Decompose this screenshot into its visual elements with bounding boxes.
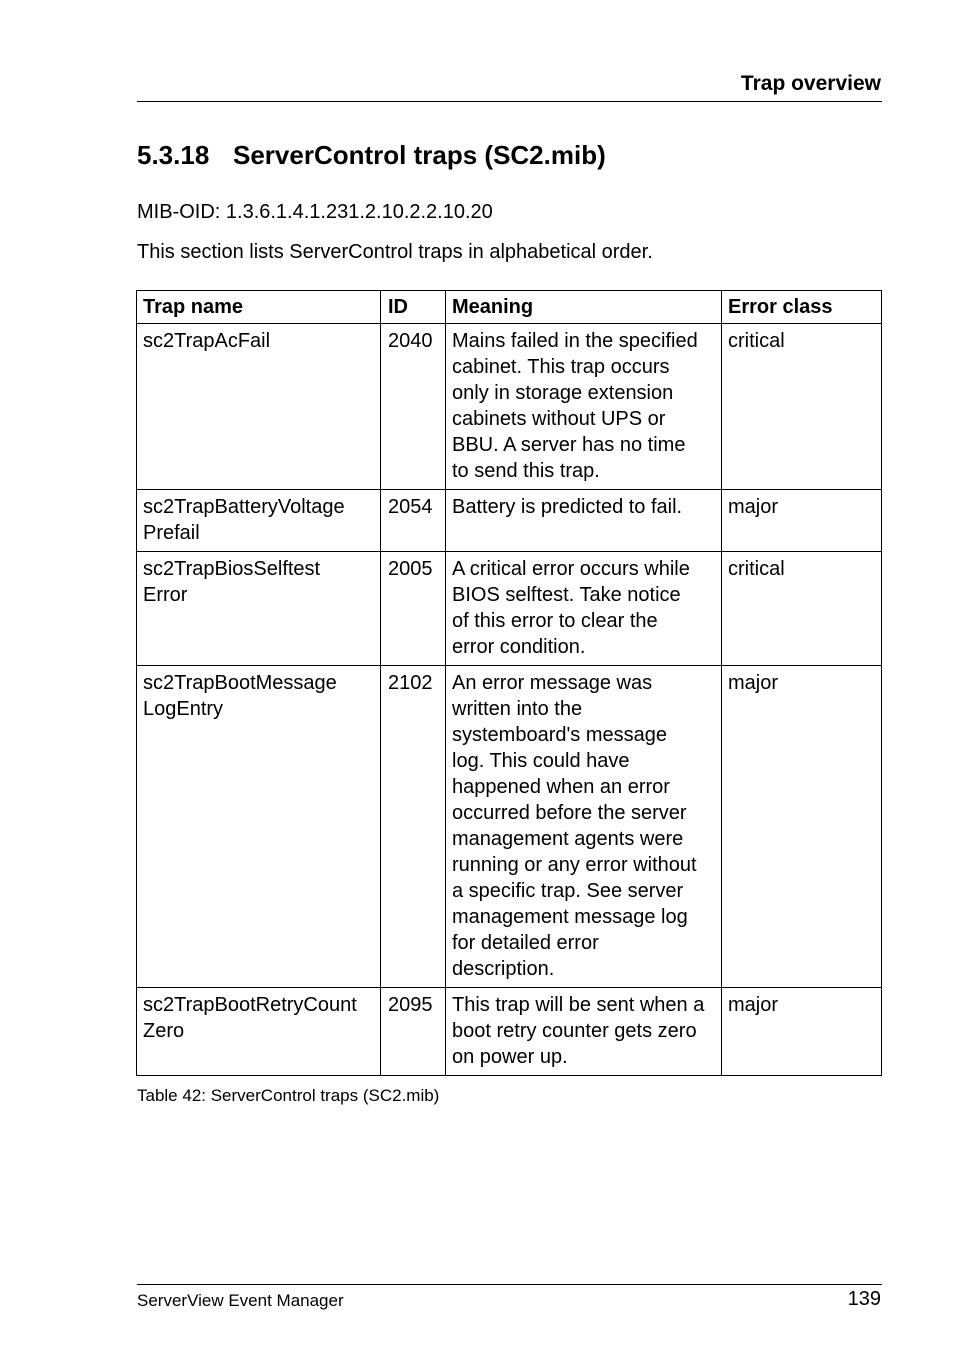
meaning-line: only in storage extension	[452, 382, 674, 404]
trap-name-cell	[137, 490, 381, 552]
running-header-title: Trap overview	[740, 72, 881, 95]
trap-name-cell	[137, 988, 381, 1076]
meaning-line: cabinets without UPS or	[452, 408, 666, 430]
mib-oid-text: MIB-OID: 1.3.6.1.4.1.231.2.10.2.2.10.20	[137, 201, 493, 223]
meaning-line: boot retry counter gets zero	[452, 1020, 697, 1042]
meaning-line: An error message was	[452, 672, 653, 694]
meaning-line: BBU. A server has no time	[452, 434, 686, 456]
trap-name-line: sc2TrapBiosSelftest	[143, 558, 321, 580]
trap-name-line: LogEntry	[143, 698, 224, 720]
traps-table	[136, 290, 882, 1076]
meaning-line: written into the	[452, 698, 583, 720]
trap-name-line: sc2TrapBootMessage	[143, 672, 337, 694]
error-class-cell: critical	[722, 552, 882, 666]
section-number: 5.3.18	[137, 140, 210, 170]
meaning-line: description.	[452, 958, 555, 980]
error-class-cell: major	[722, 988, 882, 1076]
meaning-line: running or any error without	[452, 854, 697, 876]
table-header-row	[137, 291, 882, 324]
page-number: 139	[847, 1288, 881, 1310]
meaning-line: a specific trap. See server	[452, 880, 684, 902]
footer-divider	[137, 1284, 882, 1285]
trap-id-cell: 2102	[381, 666, 446, 988]
meaning-cell	[446, 324, 722, 490]
meaning-line: BIOS selftest. Take notice	[452, 584, 681, 606]
meaning-line: Mains failed in the specified	[452, 330, 698, 352]
meaning-line: log. This could have	[452, 750, 630, 772]
table-body	[137, 324, 882, 1076]
trap-name-line: Zero	[143, 1020, 185, 1042]
header-trap-name: Trap name	[137, 291, 381, 324]
trap-name-line: sc2TrapBootRetryCount	[143, 994, 357, 1016]
trap-id-cell: 2095	[381, 988, 446, 1076]
meaning-line: to send this trap.	[452, 460, 600, 482]
intro-paragraph: This section lists ServerControl traps in alphabetical order.	[137, 241, 653, 263]
trap-id-cell: 2040	[381, 324, 446, 490]
trap-name-cell	[137, 666, 381, 988]
trap-name-line: Error	[143, 584, 188, 606]
meaning-cell	[446, 666, 722, 988]
meaning-line: happened when an error	[452, 776, 670, 798]
meaning-line: cabinet. This trap occurs	[452, 356, 670, 378]
error-class-cell: critical	[722, 324, 882, 490]
meaning-cell	[446, 490, 722, 552]
header-meaning: Meaning	[446, 291, 722, 324]
section-title: ServerControl traps (SC2.mib)	[233, 140, 606, 170]
section-heading	[137, 140, 606, 171]
trap-name-cell	[137, 324, 381, 490]
table-row	[137, 324, 882, 490]
trap-name-cell	[137, 552, 381, 666]
meaning-line: for detailed error	[452, 932, 599, 954]
meaning-line: occurred before the server	[452, 802, 687, 824]
trap-id-cell: 2005	[381, 552, 446, 666]
meaning-line: on power up.	[452, 1046, 568, 1068]
table-row	[137, 552, 882, 666]
meaning-line: A critical error occurs while	[452, 558, 690, 580]
trap-name-line: sc2TrapBatteryVoltage	[143, 496, 345, 518]
meaning-line: systemboard's message	[452, 724, 668, 746]
meaning-line: management message log	[452, 906, 688, 928]
table-row	[137, 988, 882, 1076]
table-row	[137, 666, 882, 988]
table-row	[137, 490, 882, 552]
footer-product-name: ServerView Event Manager	[137, 1291, 344, 1310]
error-class-cell: major	[722, 666, 882, 988]
meaning-cell	[446, 552, 722, 666]
header-divider	[137, 101, 882, 102]
trap-id-cell: 2054	[381, 490, 446, 552]
meaning-line: This trap will be sent when a	[452, 994, 705, 1016]
trap-name-line: sc2TrapAcFail	[143, 330, 271, 352]
trap-name-line: Prefail	[143, 522, 200, 544]
meaning-line: of this error to clear the	[452, 610, 658, 632]
header-id: ID	[381, 291, 446, 324]
meaning-line: management agents were	[452, 828, 684, 850]
meaning-line: Battery is predicted to fail.	[452, 496, 683, 518]
header-error-class: Error class	[722, 291, 882, 324]
error-class-cell: major	[722, 490, 882, 552]
meaning-line: error condition.	[452, 636, 586, 658]
table-caption: Table 42: ServerControl traps (SC2.mib)	[137, 1086, 440, 1105]
meaning-cell	[446, 988, 722, 1076]
